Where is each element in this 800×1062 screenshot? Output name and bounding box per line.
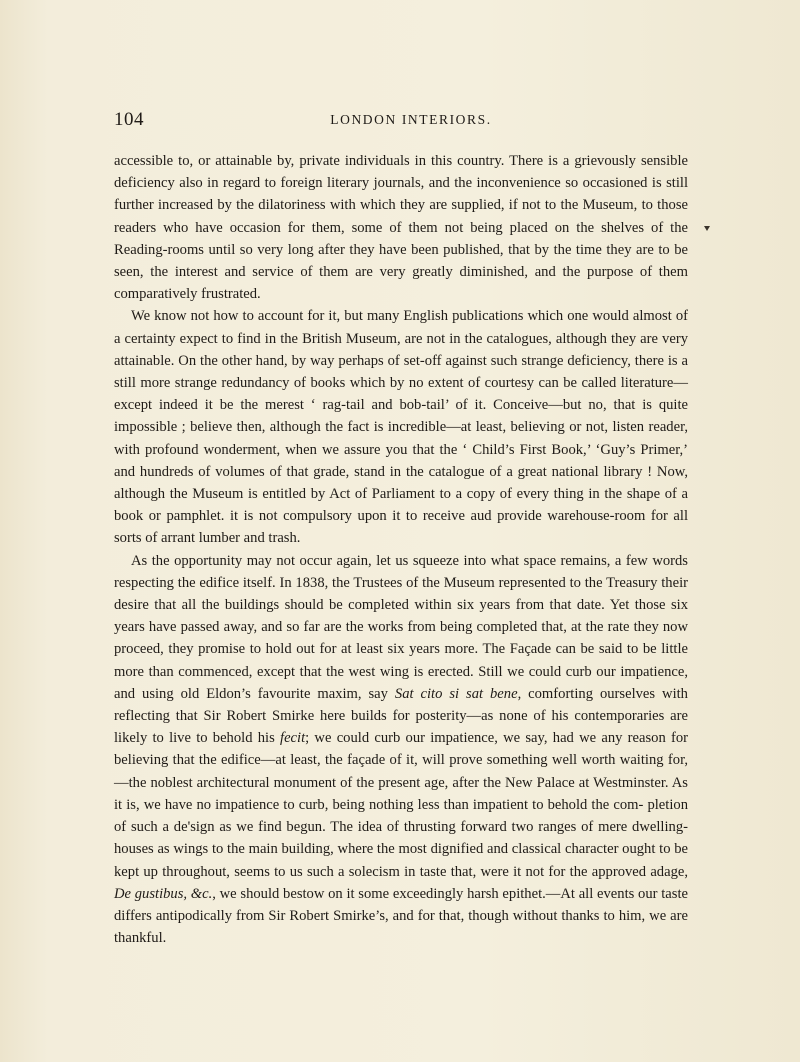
latin-adage: De gustibus, &c.	[114, 885, 213, 902]
paragraph-2	[114, 305, 688, 549]
paragraph-1	[114, 150, 688, 305]
page-header	[114, 109, 688, 133]
running-title: LONDON INTERIORS.	[330, 112, 492, 127]
paragraph-1-text: accessible to, or attainable by, private individuals in this country. There is a grievously sensible deficiency also in regard to foreign literary journals, and the inconvenience so occasioned is still further increased by the dilatoriness with which they are supplied, if not to the Museum, to those readers who have occasion for them, some of them not being placed on the shelves of the Reading-rooms until so very long after they have been published, that by the time they are to be seen, the interest and service of them are very greatly diminished, and the purpose of them comparatively frustrated.	[114, 153, 688, 303]
latin-maxim: Sat cito si sat bene	[394, 685, 518, 702]
paragraph-2-text: We know not how to account for it, but many English publications which one would almost of a certainty expect to find in the British Museum, are not in the catalogues, although they are very attainable. On the other hand, by way perhaps of set-off against such strange deficiency, there is a still more strange redundancy of books which by no extent of courtesy can be called literature—except indeed it be the merest ‘ rag-tail and bob-tail’ of it. Conceive—but no, that is quite impossible ; believe then, although the fact is incredible—at least, believing or not, listen reader, with profound wonderment, when we assure you that the ‘ Child’s First Book,’ ‘Guy’s Primer,’ and hundreds of volumes of that grade, stand in the catalogue of a great national library ! Now, although the Museum is entitled by Act of Parliament to a copy of every thing in the shape of a book or pamphlet. it is not compulsory upon it to receive aud provide warehouse-room for all sorts of arrant lumber and trash.	[114, 308, 688, 547]
paragraph-3-text-a: As the opportunity may not occur again, let us squeeze into what space remains, a few words respecting the edifice itself. In 1838, the Trustees of the Museum represented to the Treasury their desire that all the buildings should be completed within six years from that date. Yet those six years have passed away, and so far are the works from being completed that, at the rate they now proceed, they promise to hold out for at least six years more. The Façade can be said to be little more than commenced, except that the west wing is erected. Still we could curb our impatience, and using old Eldon’s favourite maxim, say	[114, 552, 688, 702]
paragraph-3-text-c: ; we could curb our impatience, we say, had we any reason for believing that the edifice—at least, the façade of it, will prove something well worth waiting for,—the noblest architectural monument of the present age, after the New Palace at Westminster. As it is, we have no impatience to curb, being nothing less than impatient to behold the com- pletion of such a de'sign as we find begun. The idea of thrusting forward two ranges of mere dwelling-houses as wings to the main building, where the most dignified and classical character ought to be kept up throughout, seems to us such a solecism in taste that, were it not for the approved adage,	[114, 730, 688, 880]
paragraph-3	[114, 550, 688, 950]
paragraph-3-text-d: , we should bestow on it some exceedingly harsh epithet.—At all events our taste differs antipodically from Sir Robert Smirke’s, and for that, though without thanks to him, we are thankful.	[114, 885, 688, 947]
margin-mark	[704, 226, 710, 231]
page-number: 104	[114, 109, 144, 130]
body-text	[114, 150, 688, 949]
paragraph-3-text-b: , comforting ourselves with reflecting that Sir Robert Smirke here builds for posterity—as none of his contemporaries are likely to live to behold his	[114, 685, 688, 747]
latin-fecit: fecit	[280, 730, 306, 747]
